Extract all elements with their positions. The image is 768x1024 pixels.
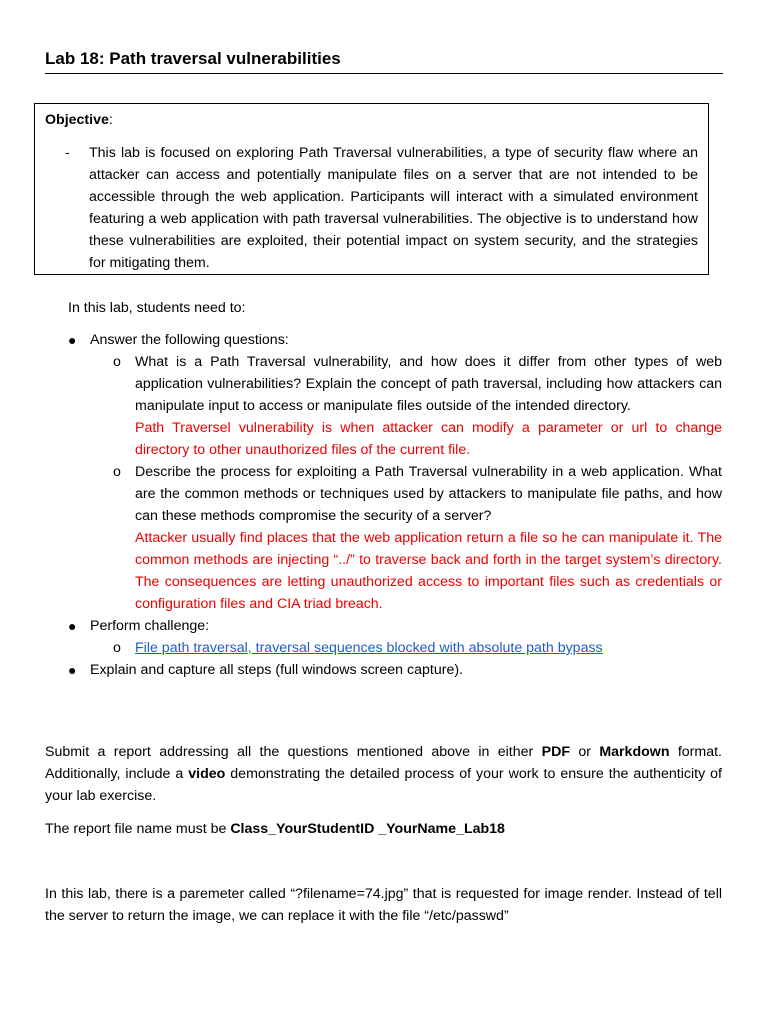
filename-value: Class_YourStudentID _YourName_Lab18 bbox=[230, 821, 505, 837]
challenge-item bbox=[68, 637, 722, 659]
bullet-icon: ● bbox=[68, 662, 77, 678]
pdf-label: PDF bbox=[541, 744, 570, 760]
notes-paragraph: In this lab, there is a paremeter called “?filename=74.jpg” that is requested for image render. Instead of tell the server to return the image, we can replace it with the file “/etc/passwd” bbox=[45, 886, 722, 924]
capture-label: Explain and capture all steps (full windows screen capture). bbox=[90, 662, 464, 678]
submit-text-1: Submit a report addressing all the questions mentioned above in either bbox=[45, 744, 542, 760]
question-2 bbox=[68, 461, 722, 615]
objective-label: Objective bbox=[45, 112, 109, 128]
bullet-icon: ● bbox=[68, 618, 77, 634]
filename-paragraph bbox=[45, 818, 722, 840]
challenge-label: Perform challenge: bbox=[90, 618, 210, 634]
circle-bullet-icon: o bbox=[113, 640, 121, 656]
objective-colon: : bbox=[108, 112, 113, 128]
objective-text: This lab is focused on exploring Path Traversal vulnerabilities, a type of security flaw where an attacker can access and potentially manipulate files on a server that are not intended to be accessible through the web application. Participants will interact with a simulated environment featuring a web application with path traversal vulnerabilities. The objective is to understand how these vulnerabilities are exploited, their potential impact on system security, and the strategies for mitigating them. bbox=[89, 145, 698, 271]
list-item-questions bbox=[68, 329, 722, 351]
list-item-challenge bbox=[68, 615, 722, 637]
objective-item bbox=[45, 142, 698, 274]
markdown-label: Markdown bbox=[599, 744, 670, 760]
page-title: Lab 18: Path traversal vulnerabilities bbox=[45, 46, 723, 74]
intro-text: In this lab, students need to: bbox=[68, 300, 246, 316]
submit-paragraph bbox=[45, 741, 722, 807]
video-label: video bbox=[188, 766, 226, 782]
submit-text-3: demonstrating the detailed process of your work to ensure the authenticity of your lab exercise. bbox=[45, 766, 722, 804]
objective-box bbox=[34, 103, 709, 275]
submit-text-or: or bbox=[569, 744, 600, 760]
question-1-text: What is a Path Traversal vulnerability, and how does it differ from other types of web application vulnerabilities? Explain the concept of path traversal, including how attackers can manipulate input to access or manipulate files outside of the intended directory. bbox=[135, 354, 722, 414]
challenge-link[interactable]: File path traversal, traversal sequences blocked with absolute path bypass bbox=[135, 640, 603, 656]
circle-bullet-icon: o bbox=[113, 354, 121, 370]
questions-label: Answer the following questions: bbox=[90, 332, 289, 348]
submit-text-2: format. Additionally, include a bbox=[45, 744, 722, 782]
filename-prefix: The report file name must be bbox=[45, 821, 231, 837]
dash-marker: - bbox=[65, 145, 70, 161]
circle-bullet-icon: o bbox=[113, 464, 121, 480]
answer-1-text: Path Traversel vulnerability is when attacker can modify a parameter or url to change directory to other unauthorized files of the current file. bbox=[135, 420, 722, 458]
question-2-text: Describe the process for exploiting a Path Traversal vulnerability in a web application. What are the common methods or techniques used by attackers to manipulate file paths, and how can these methods compromise the security of a server? bbox=[135, 464, 722, 524]
question-1 bbox=[68, 351, 722, 461]
objective-heading bbox=[45, 109, 698, 131]
list-item-capture bbox=[68, 659, 722, 681]
bullet-icon: ● bbox=[68, 332, 77, 348]
task-list bbox=[68, 329, 722, 681]
answer-2-text: Attacker usually find places that the web application return a file so he can manipulate it. The common methods are injecting “../” to traverse back and forth in the target system’s directory. The consequences are letting unauthorized access to important files such as credentials or configuration files and CIA triad breach. bbox=[135, 530, 722, 612]
